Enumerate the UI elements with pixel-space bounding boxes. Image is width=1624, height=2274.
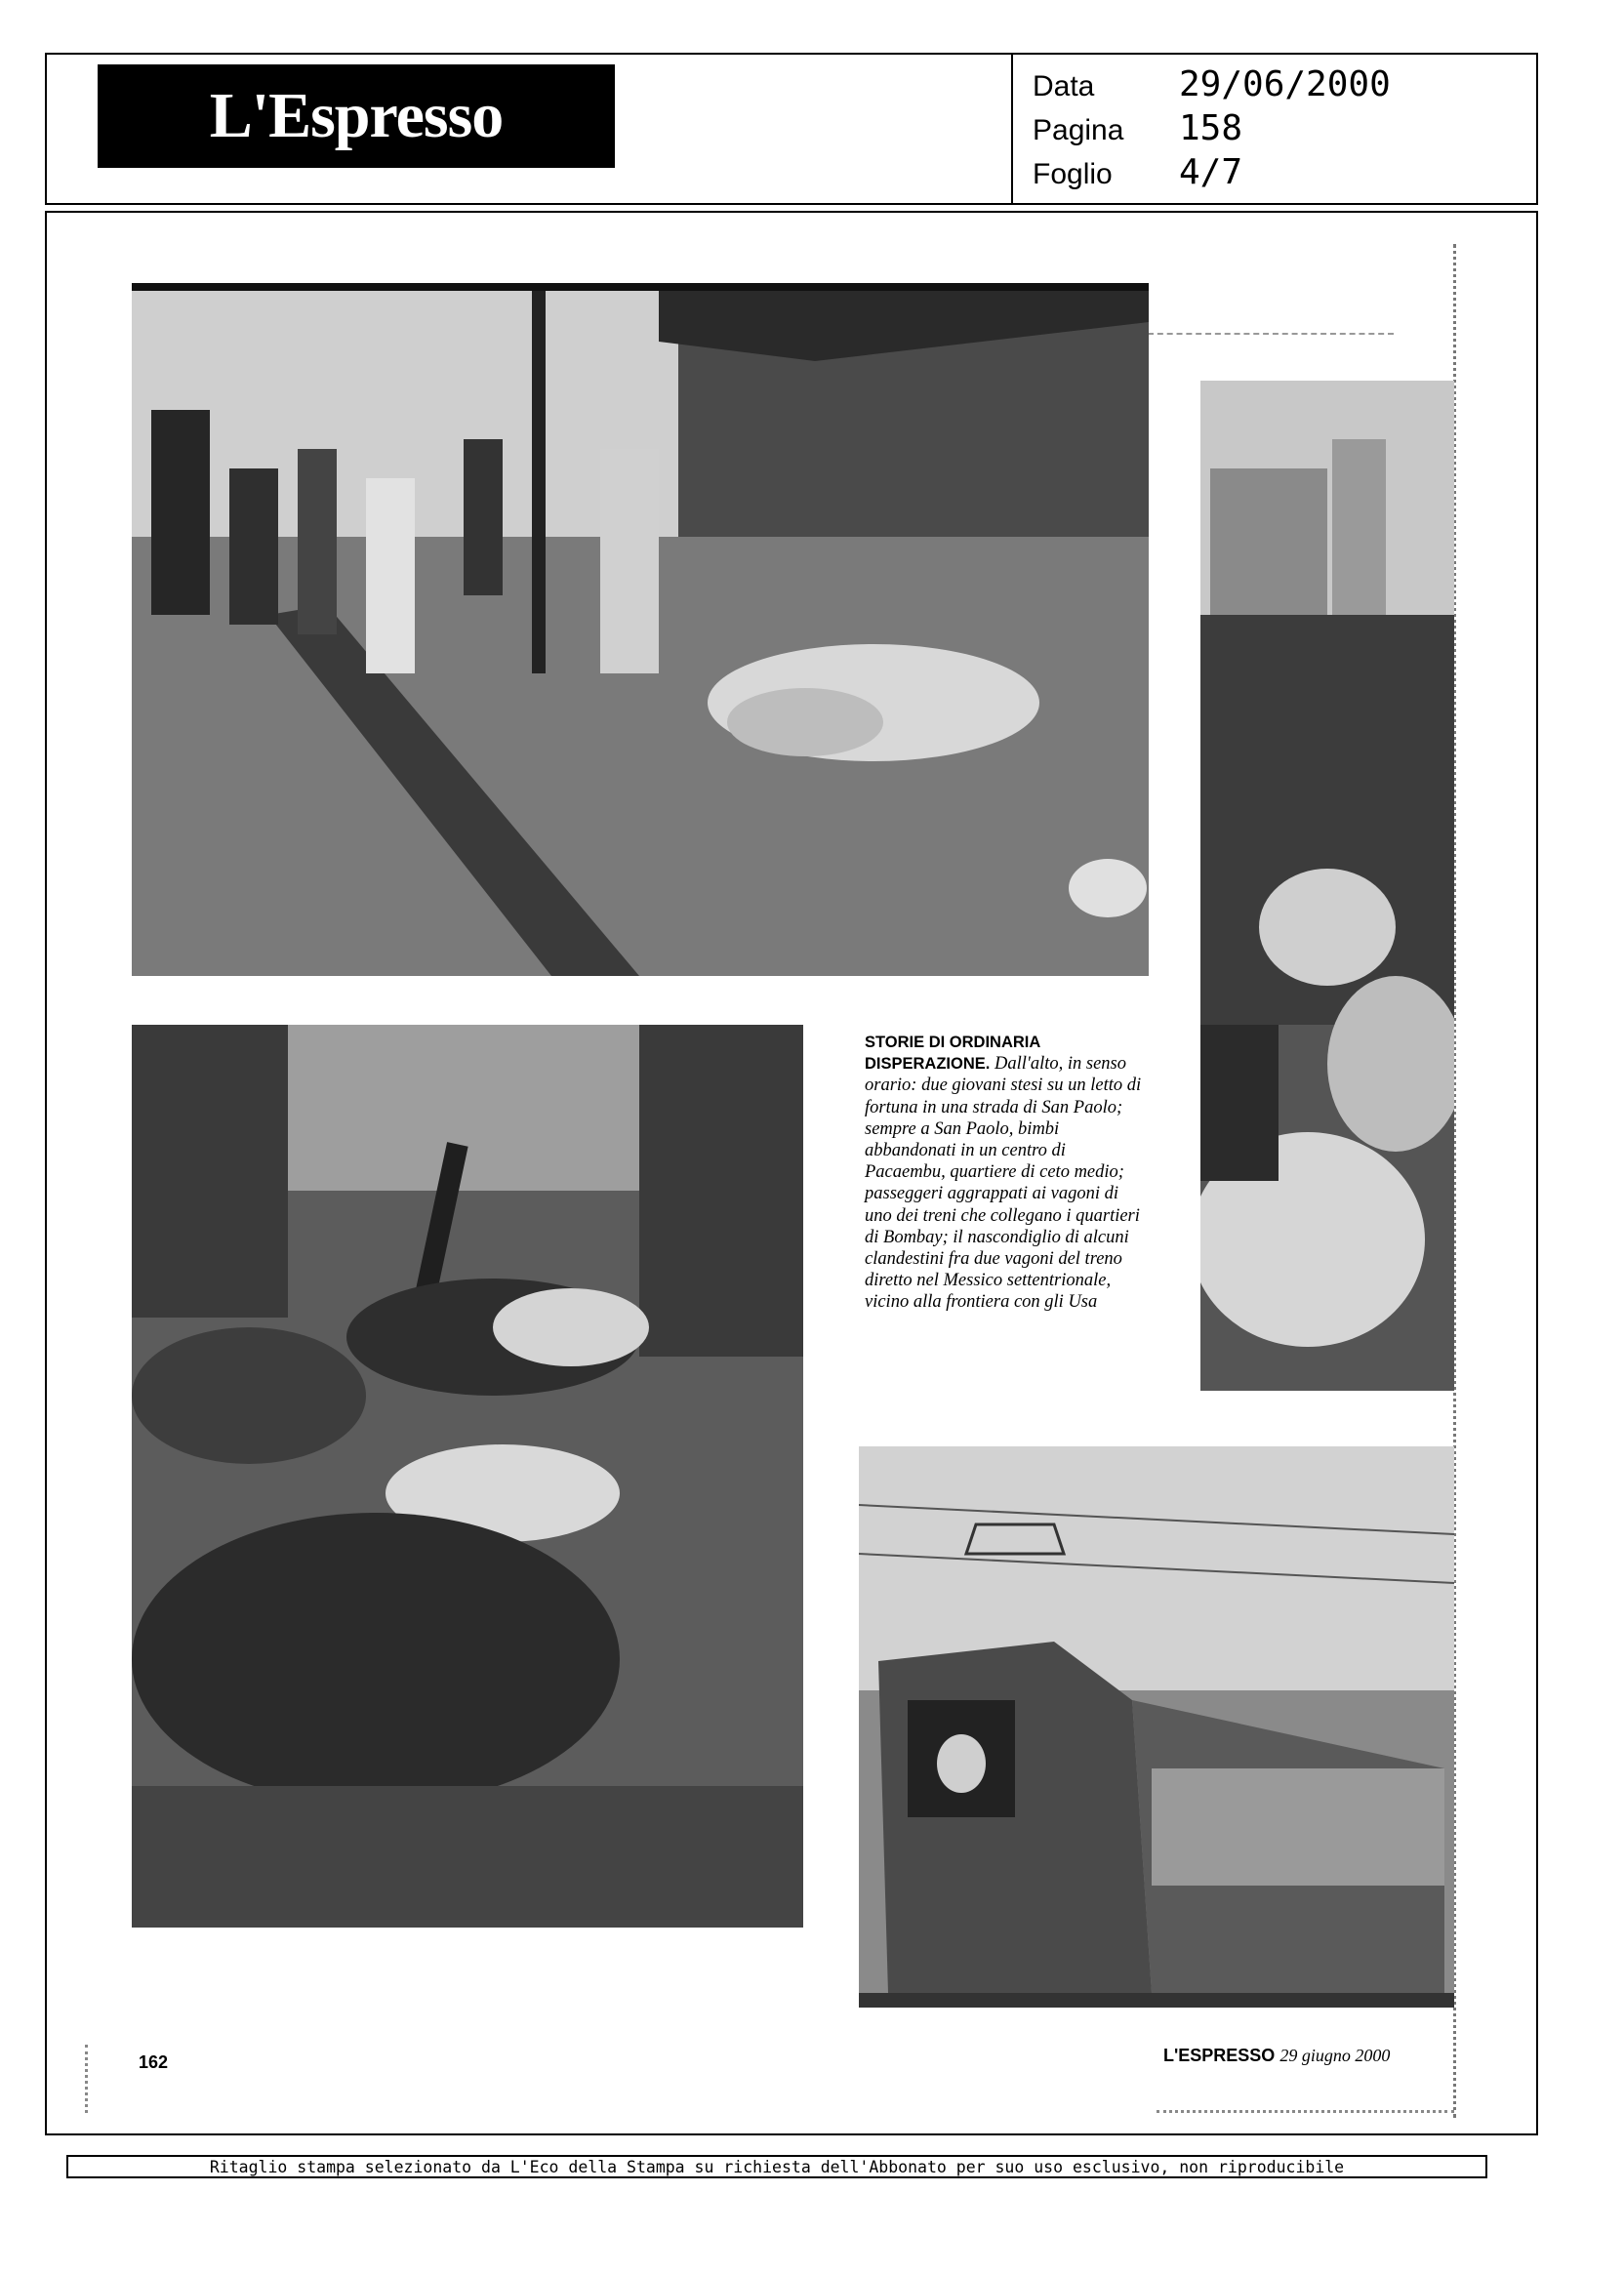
magazine-footer bbox=[1163, 2046, 1390, 2066]
meta-label: Foglio bbox=[1033, 158, 1113, 190]
clipping-header bbox=[45, 53, 1538, 205]
clipping-metadata bbox=[1033, 64, 1391, 196]
meta-row-data bbox=[1033, 64, 1391, 108]
meta-row-pagina bbox=[1033, 108, 1391, 152]
caption-lead: STORIE DI ORDINARIA DISPERAZIONE. bbox=[865, 1034, 1040, 1074]
meta-label: Data bbox=[1033, 70, 1095, 102]
scan-edge-left bbox=[85, 2045, 88, 2113]
caption-body: Dall'alto, in senso orario: due giovani stesi su un letto di fortuna in una strada di San Paolo; sempre a San Paolo, bimbi abbandonati in un centro di Pacaembu, quartiere di ceto medio; passeggeri aggrappati ai vagoni di uno dei treni che collegano i quartieri di Bombay; il nascondiglio di alcuni clandestini fra due vagoni del treno diretto nel Messico settentrionale, vicino alla frontiera con gli Usa bbox=[865, 1054, 1142, 1313]
magazine-name: L'ESPRESSO bbox=[1163, 2046, 1276, 2065]
clipping-disclaimer: Ritaglio stampa selezionato da L'Eco della Stampa su richiesta dell'Abbonato per suo uso esclusivo, non riproducibile bbox=[66, 2155, 1487, 2178]
meta-value: 29/06/2000 bbox=[1179, 64, 1391, 104]
page-number: 162 bbox=[139, 2052, 169, 2072]
issue-date: 29 giugno 2000 bbox=[1279, 2046, 1391, 2065]
meta-label: Pagina bbox=[1033, 114, 1124, 146]
newspaper-logo: L'Espresso bbox=[98, 64, 615, 168]
scan-edge-bottom bbox=[1157, 2110, 1454, 2113]
photo-caption bbox=[865, 1032, 1148, 1314]
photo-street-sao-paulo bbox=[132, 283, 1149, 976]
meta-value: 158 bbox=[1179, 108, 1243, 148]
dashed-rule bbox=[1148, 333, 1394, 335]
meta-value: 4/7 bbox=[1179, 152, 1243, 192]
photo-bombay-train bbox=[859, 1446, 1454, 2008]
header-divider bbox=[1011, 55, 1013, 203]
meta-row-foglio bbox=[1033, 152, 1391, 196]
photo-children-pacaembu bbox=[1200, 381, 1454, 1391]
photo-hideout-between-wagons bbox=[132, 1025, 803, 1928]
